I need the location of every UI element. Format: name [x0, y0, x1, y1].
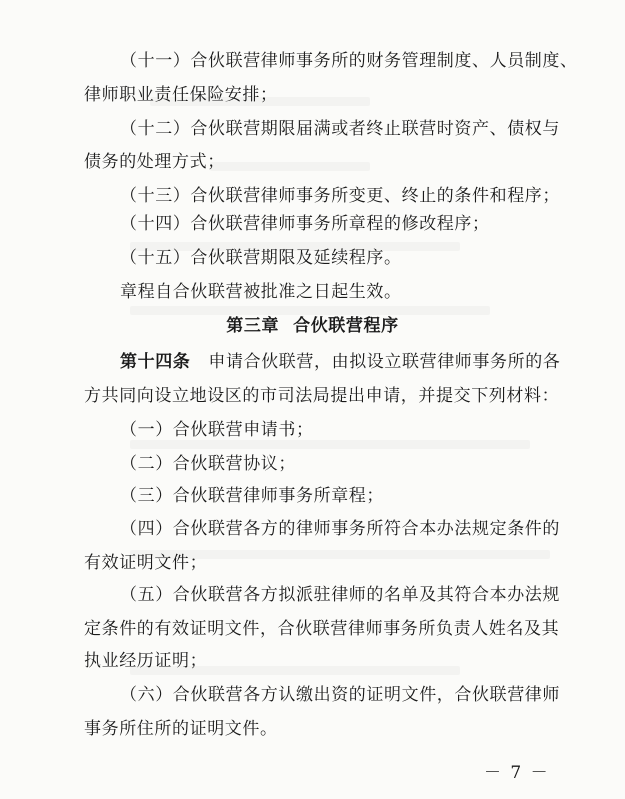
- item-1: （一）合伙联营申请书；: [120, 420, 314, 440]
- bleed-through-texture: [210, 162, 370, 171]
- item-5-line-3: 执业经历证明；: [84, 651, 208, 671]
- item-5-line-1: （五）合伙联营各方拟派驻律师的名单及其符合本办法规: [120, 585, 560, 605]
- chapter-number: 第三章: [226, 316, 280, 336]
- article-text: 申请合伙联营，由拟设立联营律师事务所的各: [208, 352, 561, 372]
- clause-11-line-1: （十一）合伙联营律师事务所的财务管理制度、人员制度、: [120, 51, 578, 71]
- clause-14: （十四）合伙联营律师事务所章程的修改程序；: [120, 214, 490, 234]
- item-5-line-2: 定条件的有效证明文件，合伙联营律师事务所负责人姓名及其: [84, 619, 560, 639]
- clause-12-line-2: 债务的处理方式；: [84, 152, 225, 172]
- effective-date-sentence: 章程自合伙联营被批准之日起生效。: [120, 282, 402, 302]
- clause-11-line-2: 律师职业责任保险安排；: [84, 85, 278, 105]
- article-14-line-1: [120, 351, 560, 373]
- item-2: （二）合伙联营协议；: [120, 454, 296, 474]
- chapter-heading: [0, 315, 625, 337]
- bleed-through-texture: [130, 306, 490, 315]
- clause-12-line-1: （十二）合伙联营期限届满或者终止联营时资产、债权与: [120, 119, 560, 139]
- item-3: （三）合伙联营律师事务所章程；: [120, 486, 384, 506]
- item-4-line-1: （四）合伙联营各方的律师事务所符合本办法规定条件的: [120, 519, 560, 539]
- page-number: － 7 －: [484, 763, 550, 783]
- item-6-line-2: 事务所住所的证明文件。: [84, 719, 278, 739]
- bleed-through-texture: [130, 440, 530, 449]
- article-label: 第十四条: [120, 352, 191, 372]
- item-4-line-2: 有效证明文件；: [84, 553, 208, 573]
- article-14-line-2: 方共同向设立地设区的市司法局提出申请，并提交下列材料：: [84, 386, 560, 406]
- clause-15: （十五）合伙联营期限及延续程序。: [120, 248, 402, 268]
- item-6-line-1: （六）合伙联营各方认缴出资的证明文件，合伙联营律师: [120, 685, 560, 705]
- chapter-title: 合伙联营程序: [293, 316, 399, 336]
- clause-13: （十三）合伙联营律师事务所变更、终止的条件和程序；: [120, 186, 560, 206]
